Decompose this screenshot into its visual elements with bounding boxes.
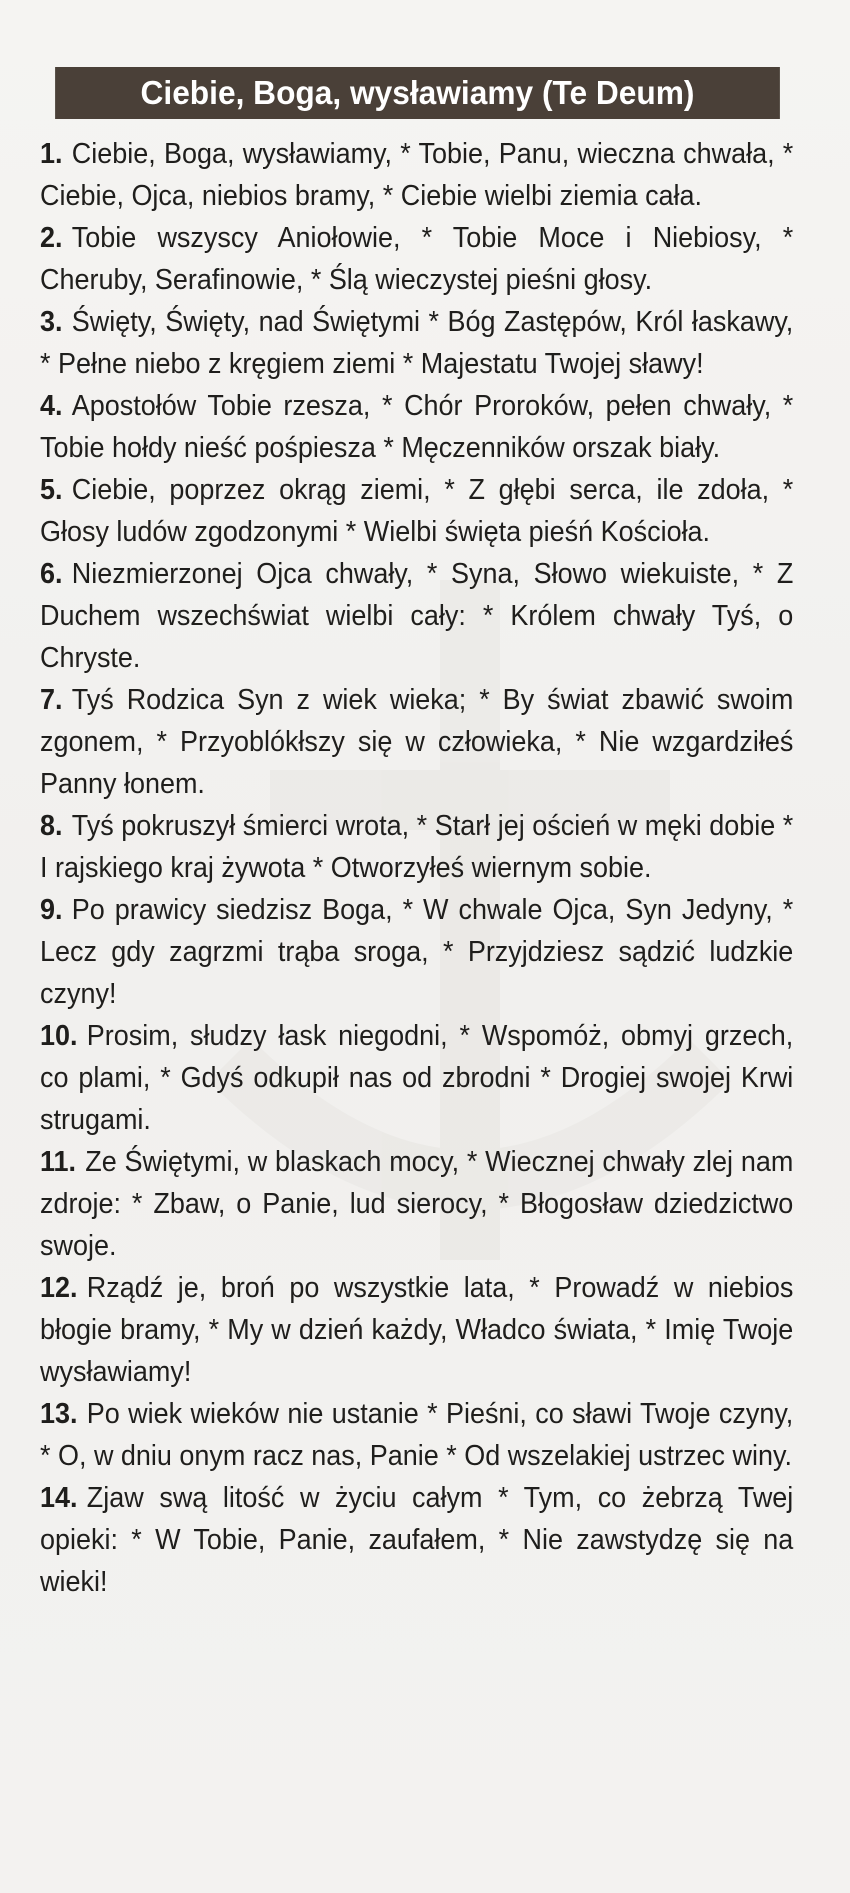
verse-13	[40, 1393, 793, 1477]
verse-number: 1.	[40, 138, 63, 170]
verse-4	[40, 385, 793, 469]
verse-text: Ciebie, poprzez okrąg ziemi, * Z głębi serca, ile zdoła, * Głosy ludów zgodzonymi * Wielbi święta pieśń Kościoła.	[40, 474, 794, 548]
hymn-title: Ciebie, Boga, wysławiamy (Te Deum)	[55, 67, 780, 119]
verse-8	[40, 805, 793, 889]
verse-number: 5.	[40, 474, 63, 506]
verse-number: 6.	[40, 558, 63, 590]
verse-3	[40, 301, 793, 385]
verse-10	[40, 1015, 793, 1141]
verse-text: Tyś pokruszył śmierci wrota, * Starł jej oścień w męki dobie * I rajskiego kraj żywota * Otworzyłeś wiernym sobie.	[40, 810, 794, 884]
verse-text: Apostołów Tobie rzesza, * Chór Proroków, pełen chwały, * Tobie hołdy nieść pośpiesza * Męczenników orszak biały.	[40, 390, 794, 464]
verse-text: Tyś Rodzica Syn z wiek wieka; * By świat zbawić swoim zgonem, * Przyoblókłszy się w człowieka, * Nie wzgardziłeś Panny łonem.	[40, 684, 794, 800]
verse-text: Po prawicy siedzisz Boga, * W chwale Ojca, Syn Jedyny, * Lecz gdy zagrzmi trąba sroga, * Przyjdziesz sądzić ludzkie czyny!	[40, 894, 794, 1010]
verse-2	[40, 217, 793, 301]
verse-text: Po wiek wieków nie ustanie * Pieśni, co sławi Twoje czyny, * O, w dniu onym racz nas, Panie * Od wszelakiej ustrzec winy.	[40, 1398, 794, 1472]
verse-number: 4.	[40, 390, 63, 422]
verse-11	[40, 1141, 793, 1267]
verse-text: Ciebie, Boga, wysławiamy, * Tobie, Panu, wieczna chwała, * Ciebie, Ojca, niebios bramy, * Ciebie wielbi ziemia cała.	[40, 138, 794, 212]
verse-9	[40, 889, 793, 1015]
verse-text: Tobie wszyscy Aniołowie, * Tobie Moce i Niebiosy, * Cheruby, Serafinowie, * Ślą wieczystej pieśni głosy.	[40, 222, 794, 296]
verse-number: 9.	[40, 894, 63, 926]
verse-number: 14.	[40, 1482, 78, 1514]
verse-text: Prosim, słudzy łask niegodni, * Wspomóż, obmyj grzech, co plami, * Gdyś odkupił nas od zbrodni * Drogiej swojej Krwi strugami.	[40, 1020, 794, 1136]
verse-number: 3.	[40, 306, 63, 338]
verse-number: 8.	[40, 810, 63, 842]
hymn-verses	[40, 133, 793, 1603]
verse-text: Ze Świętymi, w blaskach mocy, * Wiecznej chwały zlej nam zdroje: * Zbaw, o Panie, lud sierocy, * Błogosław dziedzictwo swoje.	[40, 1146, 794, 1262]
verse-text: Niezmierzonej Ojca chwały, * Syna, Słowo wiekuiste, * Z Duchem wszechświat wielbi cały: * Królem chwały Tyś, o Chryste.	[40, 558, 794, 674]
verse-number: 7.	[40, 684, 63, 716]
verse-text: Rządź je, broń po wszystkie lata, * Prowadź w niebios błogie bramy, * My w dzień każdy, Władco świata, * Imię Twoje wysławiamy!	[40, 1272, 794, 1388]
verse-number: 13.	[40, 1398, 78, 1430]
verse-number: 10.	[40, 1020, 78, 1052]
verse-7	[40, 679, 793, 805]
verse-number: 2.	[40, 222, 63, 254]
verse-text: Zjaw swą litość w życiu całym * Tym, co żebrzą Twej opieki: * W Tobie, Panie, zaufałem, * Nie zawstydzę się na wieki!	[40, 1482, 794, 1598]
verse-number: 11.	[40, 1146, 77, 1178]
verse-14	[40, 1477, 793, 1603]
verse-12	[40, 1267, 793, 1393]
verse-number: 12.	[40, 1272, 78, 1304]
verse-5	[40, 469, 793, 553]
verse-text: Święty, Święty, nad Świętymi * Bóg Zastępów, Król łaskawy, * Pełne niebo z kręgiem ziemi * Majestatu Twojej sławy!	[40, 306, 794, 380]
verse-6	[40, 553, 793, 679]
verse-1	[40, 133, 793, 217]
